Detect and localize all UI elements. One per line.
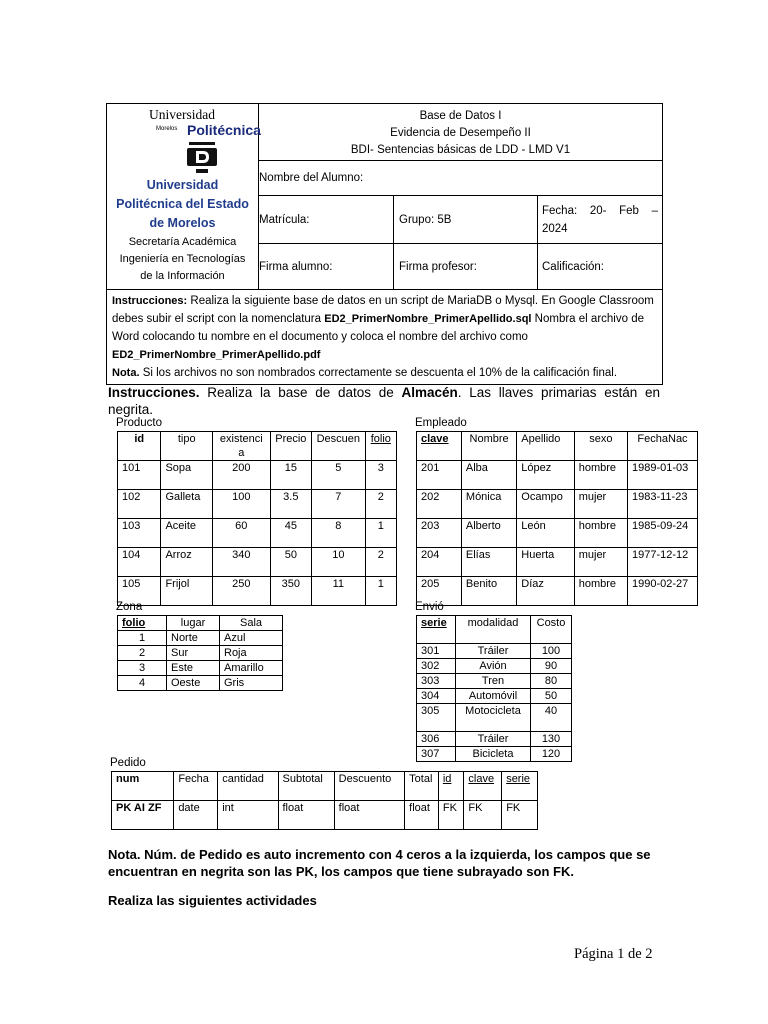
fecha-label: Fecha: 20- Feb – 2024 xyxy=(542,204,658,235)
table-row xyxy=(417,674,572,689)
course-title: Base de Datos I xyxy=(419,110,502,122)
table-row xyxy=(417,548,698,577)
table-cell: 250 xyxy=(213,577,271,606)
table-cell: 302 xyxy=(417,659,456,674)
table-cell: Alberto xyxy=(461,519,516,548)
pedido-header-total: Total xyxy=(405,772,439,801)
empleado-table xyxy=(416,431,698,606)
table-cell: 40 xyxy=(531,704,572,732)
table-cell: Este xyxy=(167,661,220,676)
practice-title: BDI- Sentencias básicas de LDD - LMD V1 xyxy=(350,144,571,156)
table-cell: Aceite xyxy=(161,519,213,548)
table-cell: Azul xyxy=(220,631,283,646)
zona-caption: Zona xyxy=(116,601,143,613)
table-cell: 2 xyxy=(365,490,396,519)
table-row xyxy=(417,577,698,606)
table-cell: 202 xyxy=(417,490,462,519)
empleado-header-apellido: Apellido xyxy=(517,432,574,461)
pedido-header-fecha: Fecha xyxy=(174,772,218,801)
producto-table xyxy=(117,431,397,606)
intro-text2: . Las llaves primarias están en negrita. xyxy=(108,385,660,417)
student-name-label: Nombre del Alumno: xyxy=(259,172,364,184)
header-table xyxy=(106,103,663,385)
table-row xyxy=(118,490,397,519)
table-cell: mujer xyxy=(574,548,627,577)
instructions-text2: Nombra el archivo de Word colocando tu nombre en el documento y coloca el nombre del archivo como xyxy=(112,313,644,343)
table-cell: Díaz xyxy=(517,577,574,606)
empleado-caption: Empleado xyxy=(415,417,467,429)
logo-line1: Universidad xyxy=(149,107,215,122)
table-cell: Frijol xyxy=(161,577,213,606)
empleado-header-fechanac: FechaNac xyxy=(627,432,697,461)
table-cell: 11 xyxy=(312,577,366,606)
title-cell xyxy=(259,104,663,161)
fecha-field xyxy=(538,196,663,244)
table-cell: Alba xyxy=(461,461,516,490)
table-cell: 1990-02-27 xyxy=(627,577,697,606)
zona-header-folio: folio xyxy=(118,616,167,631)
pedido-header-descuento: Descuento xyxy=(334,772,404,801)
evidence-title: Evidencia de Desempeño II xyxy=(390,127,531,139)
page-number: Página 1 de 2 xyxy=(574,946,653,962)
firma-profesor-label: Firma profesor: xyxy=(399,260,477,273)
table-cell: Tráiler xyxy=(456,644,531,659)
intro-label: Instrucciones. xyxy=(108,385,200,400)
table-cell: FK xyxy=(464,801,502,830)
table-cell: 60 xyxy=(213,519,271,548)
table-cell: 90 xyxy=(531,659,572,674)
instructions-text1: Realiza la siguiente base de datos en un script de MariaDB o Mysql. En Google Classroom debes subir el script con la nomenclatura xyxy=(112,295,654,325)
table-cell: hombre xyxy=(574,461,627,490)
university-line3: de Morelos xyxy=(149,216,216,230)
table-cell: 8 xyxy=(312,519,366,548)
table-cell: FK xyxy=(502,801,538,830)
table-row xyxy=(417,519,698,548)
empleado-header-nombre: Nombre xyxy=(461,432,516,461)
table-cell: 7 xyxy=(312,490,366,519)
instructions-box xyxy=(107,290,663,385)
table-row xyxy=(118,577,397,606)
envio-table xyxy=(416,615,572,762)
producto-header-tipo: tipo xyxy=(161,432,213,461)
zona-table xyxy=(117,615,283,691)
store-name: Almacén xyxy=(401,385,458,400)
table-cell: 1 xyxy=(365,577,396,606)
table-cell: 1 xyxy=(365,519,396,548)
table-cell: 350 xyxy=(270,577,311,606)
table-row xyxy=(118,548,397,577)
secretaria-text: Secretaría Académica xyxy=(128,236,237,248)
table-cell: 5 xyxy=(312,461,366,490)
table-cell: 100 xyxy=(531,644,572,659)
table-cell: 80 xyxy=(531,674,572,689)
producto-header-id: id xyxy=(118,432,161,461)
table-cell: Tráiler xyxy=(456,732,531,747)
table-row xyxy=(417,490,698,519)
table-cell: 203 xyxy=(417,519,462,548)
nota-label: Nota. xyxy=(112,367,140,379)
nota-paragraph: Nota. Núm. de Pedido es auto incremento con 4 ceros a la izquierda, los campos que se encuentran en negrita son las PK, los campos que tiene subrayado son FK. xyxy=(108,847,651,879)
grupo-field xyxy=(394,196,538,244)
table-row xyxy=(417,689,572,704)
zona-header-lugar: lugar xyxy=(167,616,220,631)
firma-profesor-field xyxy=(394,244,538,290)
university-line2: Politécnica del Estado xyxy=(116,197,249,211)
table-cell: López xyxy=(517,461,574,490)
table-cell: 15 xyxy=(270,461,311,490)
table-cell: FK xyxy=(438,801,464,830)
table-row xyxy=(112,801,538,830)
pedido-header-id: id xyxy=(438,772,464,801)
empleado-header-clave: clave xyxy=(417,432,462,461)
table-cell: Roja xyxy=(220,646,283,661)
envio-header-modalidad: modalidad xyxy=(456,616,531,644)
table-cell: 1983-11-23 xyxy=(627,490,697,519)
table-row xyxy=(417,747,572,762)
calificacion-field xyxy=(538,244,663,290)
table-cell: 102 xyxy=(118,490,161,519)
table-cell: 307 xyxy=(417,747,456,762)
table-cell: Oeste xyxy=(167,676,220,691)
table-cell: int xyxy=(218,801,278,830)
table-row xyxy=(118,661,283,676)
table-row xyxy=(118,461,397,490)
intro-text1: Realiza la base de datos de xyxy=(199,385,402,400)
table-cell: 306 xyxy=(417,732,456,747)
producto-header-folio: folio xyxy=(365,432,396,461)
firma-alumno-label: Firma alumno: xyxy=(259,260,333,273)
table-cell: Amarillo xyxy=(220,661,283,676)
table-cell: float xyxy=(334,801,404,830)
table-cell: 100 xyxy=(213,490,271,519)
table-cell: 200 xyxy=(213,461,271,490)
table-cell: 304 xyxy=(417,689,456,704)
table-cell: 50 xyxy=(531,689,572,704)
table-row xyxy=(417,704,572,732)
table-cell: 50 xyxy=(270,548,311,577)
pedido-header-serie: serie xyxy=(502,772,538,801)
table-row xyxy=(118,676,283,691)
table-cell: 2 xyxy=(365,548,396,577)
table-cell: 45 xyxy=(270,519,311,548)
pedido-header-num: num xyxy=(112,772,174,801)
table-cell: Huerta xyxy=(517,548,574,577)
empleado-header-sexo: sexo xyxy=(574,432,627,461)
producto-header-existencia: existencia xyxy=(213,432,271,461)
table-cell: 4 xyxy=(118,676,167,691)
table-cell: 340 xyxy=(213,548,271,577)
table-cell: PK AI ZF xyxy=(112,801,174,830)
nota-text: Si los archivos no son nombrados correctamente se descuenta el 10% de la calificación final. xyxy=(139,367,618,379)
table-row xyxy=(417,732,572,747)
table-cell: 1977-12-12 xyxy=(627,548,697,577)
table-cell: 201 xyxy=(417,461,462,490)
envio-header-costo: Costo xyxy=(531,616,572,644)
table-cell: 301 xyxy=(417,644,456,659)
table-cell: 130 xyxy=(531,732,572,747)
table-cell: 305 xyxy=(417,704,456,732)
pedido-table xyxy=(111,771,538,830)
table-cell: Sur xyxy=(167,646,220,661)
zona-header-sala: Sala xyxy=(220,616,283,631)
calificacion-label: Calificación: xyxy=(542,260,604,273)
table-cell: Avión xyxy=(456,659,531,674)
table-cell: Bicicleta xyxy=(456,747,531,762)
table-cell: mujer xyxy=(574,490,627,519)
table-cell: date xyxy=(174,801,218,830)
producto-caption: Producto xyxy=(116,417,163,429)
table-cell: Automóvil xyxy=(456,689,531,704)
table-cell: 1 xyxy=(118,631,167,646)
table-cell: Arroz xyxy=(161,548,213,577)
student-name-field xyxy=(259,161,663,196)
program-line1: Ingeniería en Tecnologías xyxy=(119,253,246,265)
table-cell: 3.5 xyxy=(270,490,311,519)
table-cell: 2 xyxy=(118,646,167,661)
grupo-label: Grupo: 5B xyxy=(399,213,452,226)
table-cell: 204 xyxy=(417,548,462,577)
logo-emblem-icon xyxy=(187,142,217,174)
table-cell: 1989-01-03 xyxy=(627,461,697,490)
table-row xyxy=(118,519,397,548)
table-cell: Motocicleta xyxy=(456,704,531,732)
table-cell: Ocampo xyxy=(517,490,574,519)
table-cell: Elías xyxy=(461,548,516,577)
activities-heading: Realiza las siguientes actividades xyxy=(108,893,317,908)
table-cell: 303 xyxy=(417,674,456,689)
table-row xyxy=(118,646,283,661)
table-cell: Sopa xyxy=(161,461,213,490)
matricula-field xyxy=(259,196,394,244)
table-cell: 101 xyxy=(118,461,161,490)
table-cell: 103 xyxy=(118,519,161,548)
table-cell: hombre xyxy=(574,519,627,548)
table-cell: float xyxy=(278,801,334,830)
program-line2: de la Información xyxy=(140,270,225,282)
table-row xyxy=(417,659,572,674)
pedido-caption: Pedido xyxy=(110,757,146,769)
table-cell: Gris xyxy=(220,676,283,691)
pedido-header-cantidad: cantidad xyxy=(218,772,278,801)
intro-paragraph xyxy=(108,384,660,418)
table-cell: float xyxy=(405,801,439,830)
envio-caption: Envió xyxy=(415,601,444,613)
table-row xyxy=(417,461,698,490)
producto-header-precio: Precio xyxy=(270,432,311,461)
logo-small: Morelos xyxy=(156,126,178,132)
table-cell: Tren xyxy=(456,674,531,689)
table-cell: 105 xyxy=(118,577,161,606)
pedido-header-subtotal: Subtotal xyxy=(278,772,334,801)
pedido-header-clave: clave xyxy=(464,772,502,801)
table-cell: hombre xyxy=(574,577,627,606)
table-cell: 1985-09-24 xyxy=(627,519,697,548)
producto-header-descuento: Descuen xyxy=(312,432,366,461)
matricula-label: Matrícula: xyxy=(259,213,310,226)
script-filename: ED2_PrimerNombre_PrimerApellido.sql xyxy=(324,313,532,325)
instructions-label: Instrucciones: xyxy=(112,295,188,307)
table-cell: Galleta xyxy=(161,490,213,519)
logo-cell xyxy=(107,104,259,290)
table-cell: 120 xyxy=(531,747,572,762)
table-cell: Norte xyxy=(167,631,220,646)
table-cell: Benito xyxy=(461,577,516,606)
table-cell: 10 xyxy=(312,548,366,577)
firma-alumno-field xyxy=(259,244,394,290)
logo xyxy=(149,107,261,138)
logo-line2: Politécnica xyxy=(187,122,261,138)
table-row xyxy=(118,631,283,646)
table-cell: 3 xyxy=(365,461,396,490)
table-cell: 3 xyxy=(118,661,167,676)
table-cell: León xyxy=(517,519,574,548)
university-line1: Universidad xyxy=(146,178,219,192)
table-row xyxy=(417,644,572,659)
pdf-filename: ED2_PrimerNombre_PrimerApellido.pdf xyxy=(112,349,321,361)
envio-header-serie: serie xyxy=(417,616,456,644)
table-cell: Mónica xyxy=(461,490,516,519)
table-cell: 205 xyxy=(417,577,462,606)
table-cell: 104 xyxy=(118,548,161,577)
